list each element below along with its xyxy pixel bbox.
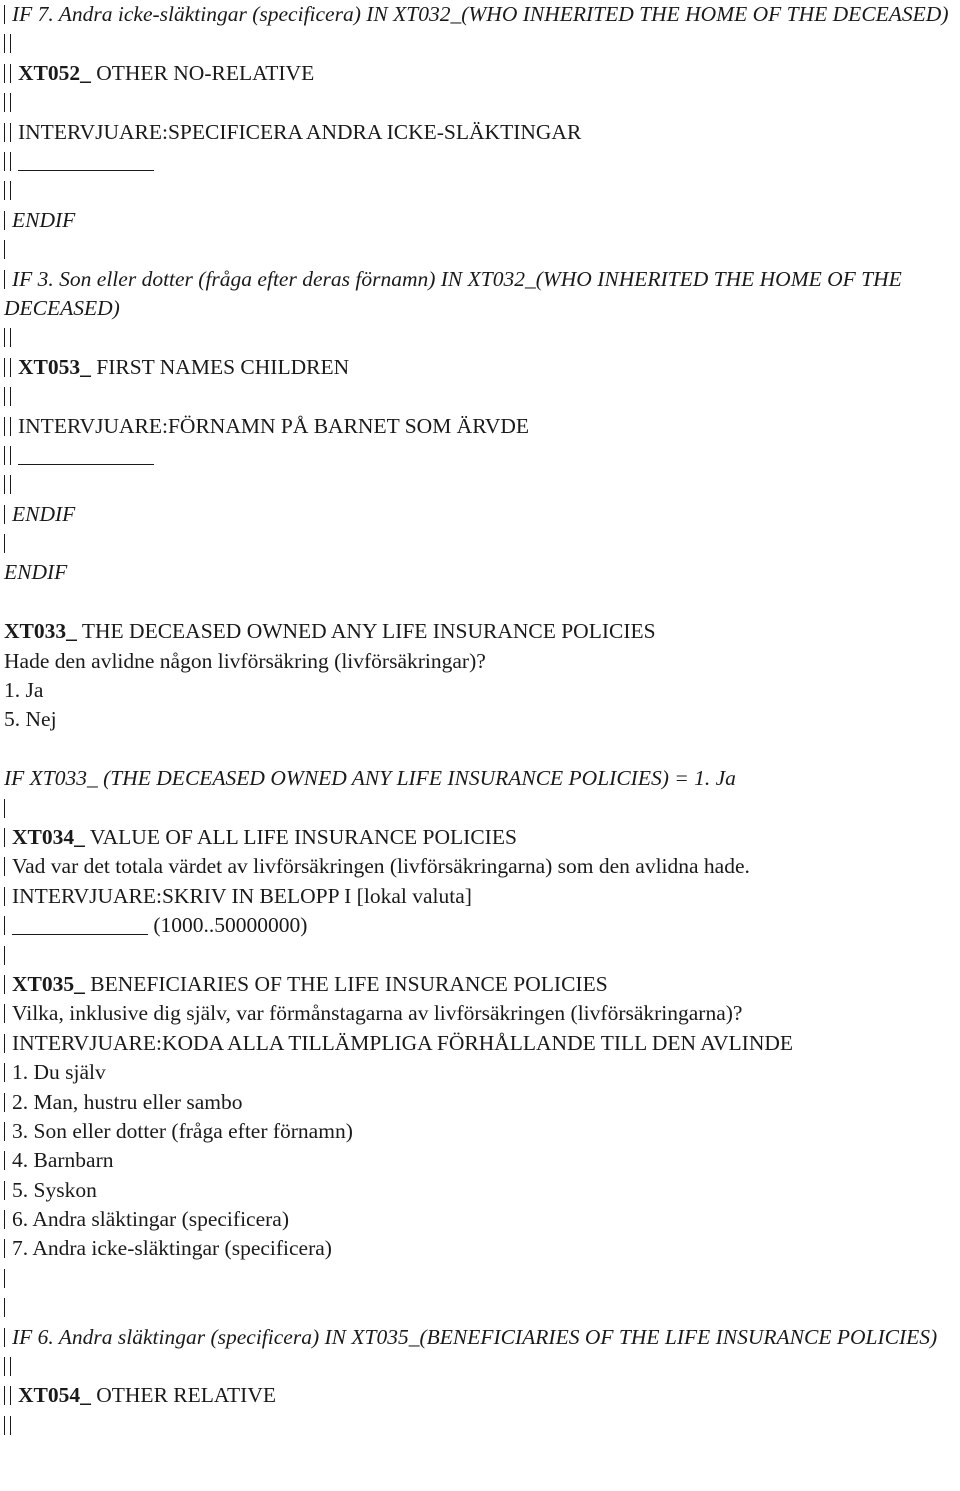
answer-option-label: 5. Syskon (12, 1177, 97, 1202)
routing-bar (4, 1034, 5, 1053)
routing-bar (4, 64, 5, 83)
question-title: OTHER RELATIVE (96, 1383, 276, 1408)
routing-line (4, 1352, 956, 1381)
if-condition-xt033: IF XT033_ (THE DECEASED OWNED ANY LIFE INSURANCE POLICIES) = 1. Ja (4, 766, 736, 791)
routing-bar (4, 1122, 5, 1141)
question-header-xt053 (4, 353, 956, 382)
answer-option[interactable]: 5. Nej (4, 707, 57, 732)
routing-bar (4, 887, 5, 906)
questionnaire-document (4, 0, 956, 1440)
routing-line (4, 794, 956, 823)
routing-bar (4, 534, 5, 553)
routing-bar (4, 1239, 5, 1258)
routing-bar (10, 93, 11, 112)
routing-bar (10, 417, 11, 436)
endif-line (4, 500, 956, 529)
instruction-text: INTERVJUARE:SKRIV IN BELOPP I [lokal valuta] (12, 883, 472, 908)
routing-line (4, 470, 956, 499)
routing-bar (4, 916, 5, 935)
routing-line (4, 1293, 956, 1322)
routing-bar (10, 1357, 11, 1376)
endif-line (4, 206, 956, 235)
routing-line (4, 941, 956, 970)
interviewer-instruction (4, 118, 956, 147)
routing-line (4, 1264, 956, 1293)
interviewer-instruction (4, 412, 956, 441)
routing-bar (4, 946, 5, 965)
routing-bar (4, 181, 5, 200)
question-text-line (4, 852, 956, 881)
routing-bar (4, 387, 5, 406)
question-header-xt035 (4, 970, 956, 999)
question-title: VALUE OF ALL LIFE INSURANCE POLICIES (89, 824, 517, 849)
endif-line (4, 558, 956, 587)
if-condition-other-relative (4, 1323, 956, 1352)
routing-bar (4, 270, 5, 289)
question-text-line (4, 999, 956, 1028)
routing-bar (4, 5, 5, 24)
question-header-xt054 (4, 1381, 956, 1410)
answer-option-label: 1. Du själv (12, 1060, 106, 1085)
question-text: Hade den avlidne någon livförsäkring (livförsäkringar)? (4, 648, 486, 673)
answer-option[interactable] (4, 1176, 956, 1205)
instruction-text: INTERVJUARE:SPECIFICERA ANDRA ICKE-SLÄKTINGAR (18, 119, 582, 144)
routing-bar (4, 475, 5, 494)
question-title: BENEFICIARIES OF THE LIFE INSURANCE POLICIES (90, 971, 608, 996)
routing-bar (4, 799, 5, 818)
endif-text: ENDIF (4, 560, 68, 585)
question-code: XT035_ (12, 971, 85, 996)
answer-option-label: 3. Son eller dotter (fråga efter förnamn) (12, 1118, 353, 1143)
instruction-text: INTERVJUARE:KODA ALLA TILLÄMPLIGA FÖRHÅLLANDE TILL DEN AVLINDE (12, 1030, 794, 1055)
routing-bar (4, 1063, 5, 1082)
endif-text: ENDIF (12, 207, 76, 232)
routing-bar (4, 123, 5, 142)
interviewer-instruction (4, 882, 956, 911)
routing-bar (4, 1328, 5, 1347)
routing-bar (4, 358, 5, 377)
routing-bar (4, 211, 5, 230)
answer-option[interactable]: 1. Ja (4, 678, 44, 703)
question-header-xt052 (4, 59, 956, 88)
answer-option[interactable] (4, 1058, 956, 1087)
answer-option-label: 4. Barnbarn (12, 1148, 114, 1173)
question-code: XT033_ (4, 619, 77, 644)
routing-bar (10, 64, 11, 83)
if-condition-other-nonrelative (4, 0, 956, 29)
routing-bar (4, 446, 5, 465)
answer-blank-xt052 (4, 147, 956, 176)
routing-bar (10, 123, 11, 142)
routing-bar (10, 387, 11, 406)
if-condition-text: IF 6. Andra släktingar (specificera) IN XT035_(BENEFICIARIES OF THE LIFE INSURANCE POLICIES) (12, 1324, 938, 1349)
question-title: THE DECEASED OWNED ANY LIFE INSURANCE POLICIES (81, 619, 656, 644)
interviewer-instruction (4, 1029, 956, 1058)
question-code: XT054_ (18, 1383, 91, 1408)
answer-option-label: 2. Man, hustru eller sambo (12, 1089, 243, 1114)
instruction-text: INTERVJUARE:FÖRNAMN PÅ BARNET SOM ÄRVDE (18, 413, 530, 438)
routing-bar (4, 1269, 5, 1288)
answer-blank-xt034 (4, 911, 956, 940)
routing-bar (10, 34, 11, 53)
question-code: XT052_ (18, 60, 91, 85)
routing-bar (4, 1386, 5, 1405)
routing-bar (4, 328, 5, 347)
routing-bar (4, 1210, 5, 1229)
answer-option-label: 6. Andra släktingar (specificera) (12, 1207, 289, 1232)
routing-bar (4, 1151, 5, 1170)
answer-blank-field[interactable] (18, 152, 154, 171)
routing-bar (10, 1386, 11, 1405)
answer-option-label: 7. Andra icke-släktingar (specificera) (12, 1236, 332, 1261)
routing-bar (10, 446, 11, 465)
routing-bar (10, 181, 11, 200)
routing-bar (4, 1298, 5, 1317)
routing-bar (4, 1357, 5, 1376)
answer-option[interactable] (4, 1205, 956, 1234)
question-title: FIRST NAMES CHILDREN (96, 354, 350, 379)
routing-line (4, 1411, 956, 1440)
answer-option[interactable] (4, 1088, 956, 1117)
routing-bar (10, 152, 11, 171)
routing-bar (4, 505, 5, 524)
routing-line (4, 176, 956, 205)
routing-line (4, 529, 956, 558)
routing-bar (4, 1093, 5, 1112)
routing-bar (10, 328, 11, 347)
routing-bar (10, 358, 11, 377)
question-code: XT053_ (18, 354, 91, 379)
question-text: Vilka, inklusive dig själv, var förmånstagarna av livförsäkringen (livförsäkringarna)? (12, 1001, 743, 1026)
routing-bar (4, 240, 5, 259)
answer-option[interactable] (4, 1146, 956, 1175)
question-header-xt033 (4, 617, 956, 646)
routing-bar (4, 152, 5, 171)
question-code: XT034_ (12, 824, 85, 849)
answer-blank-field[interactable] (18, 446, 154, 465)
routing-bar (4, 1181, 5, 1200)
routing-bar (4, 828, 5, 847)
routing-bar (4, 93, 5, 112)
routing-bar (10, 475, 11, 494)
endif-text: ENDIF (12, 501, 76, 526)
routing-bar (4, 1004, 5, 1023)
answer-option[interactable] (4, 1234, 956, 1263)
routing-bar (4, 975, 5, 994)
question-text: Vad var det totala värdet av livförsäkringen (livförsäkringarna) som den avlidna hade. (12, 854, 750, 879)
amount-input-field[interactable] (12, 916, 148, 935)
routing-bar (4, 1416, 5, 1435)
routing-line (4, 382, 956, 411)
answer-option[interactable] (4, 1117, 956, 1146)
routing-bar (4, 857, 5, 876)
answer-blank-xt053 (4, 441, 956, 470)
amount-range: (1000..50000000) (153, 913, 308, 938)
question-title: OTHER NO-RELATIVE (96, 60, 315, 85)
routing-line (4, 88, 956, 117)
if-condition-text: IF 3. Son eller dotter (fråga efter deras förnamn) IN XT032_(WHO INHERITED THE HOME OF THE DECEASED) (4, 266, 902, 320)
routing-line (4, 235, 956, 264)
routing-line (4, 29, 956, 58)
routing-bar (4, 417, 5, 436)
if-condition-child (4, 265, 956, 324)
routing-bar (10, 1416, 11, 1435)
routing-line (4, 323, 956, 352)
if-condition-text: IF 7. Andra icke-släktingar (specificera) IN XT032_(WHO INHERITED THE HOME OF THE DECEASED) (12, 2, 949, 26)
question-header-xt034 (4, 823, 956, 852)
routing-bar (4, 34, 5, 53)
